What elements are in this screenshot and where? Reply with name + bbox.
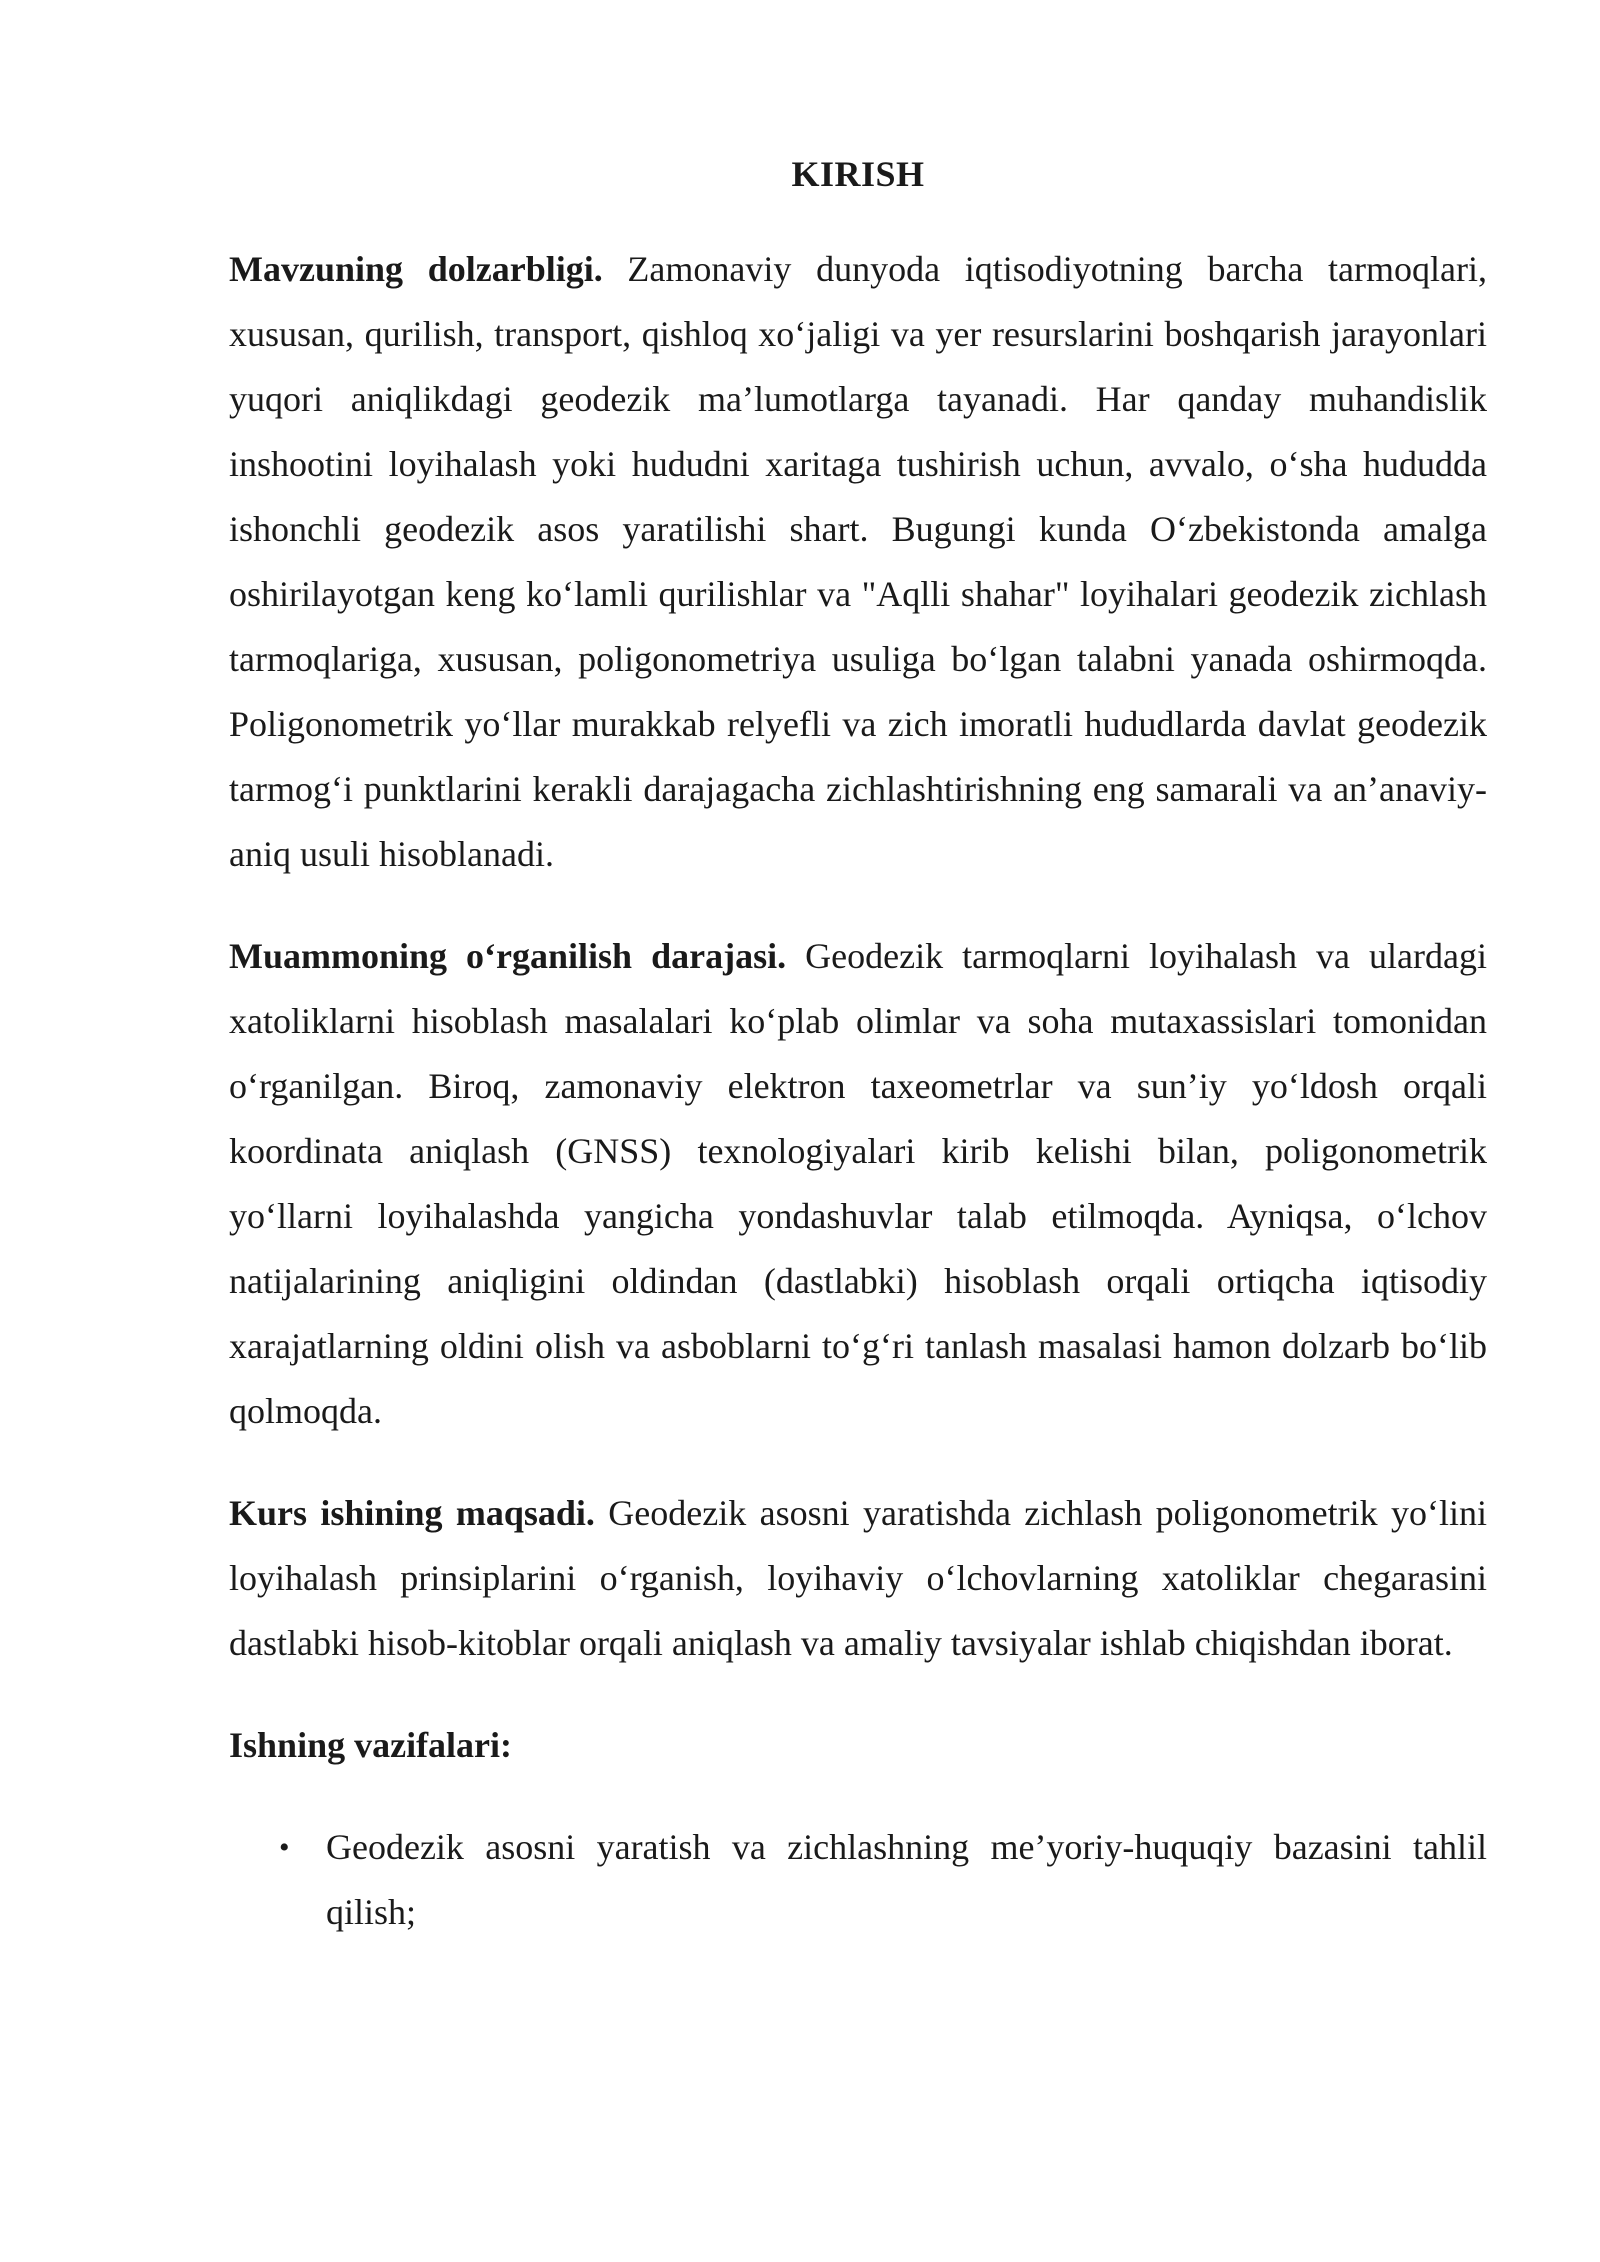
section-research-level-body: Geodezik tarmoqlarni loyihalash va ulardagi xatoliklarni hisoblash masalalari ko‘plab olimlar va soha mutaxassislari tomonidan o‘rganilgan. Biroq, zamonaviy elektron taxeometrlar va sun’iy yo‘ldosh orqali koordinata aniqlash (GNSS) texnologiyalari kirib kelishi bilan, poligonometrik yo‘llarni loyihalashda yangicha yondashuvlar talab etilmoqda. Ayniqsa, o‘lchov natijalarining aniqligini oldindan (dastlabki) hisoblash orqali ortiqcha iqtisodiy xarajatlarning oldini olish va asboblarni to‘g‘ri tanlash masalasi hamon dolzarb bo‘lib qolmoqda. [229,936,1488,1431]
section-relevance-heading: Mavzuning dolzarbligi. [229,249,603,289]
task-text: Geodezik asosni yaratish va zichlashning me’yoriy-huquqiy bazasini tahlil qilish; [326,1827,1487,1932]
document-content [229,142,1487,1945]
bullet-icon: • [279,1831,290,1864]
section-research-level-heading: Muammoning o‘rganilish darajasi. [229,936,787,976]
section-goal-heading: Kurs ishining maqsadi. [229,1493,595,1533]
page-title: KIRISH [791,154,925,194]
section-research-level [229,924,1487,1444]
section-relevance [229,237,1487,887]
tasks-heading [229,1713,1487,1778]
section-relevance-body: Zamonaviy dunyoda iqtisodiyotning barcha tarmoqlari, xususan, qurilish, transport, qishloq xo‘jaligi va yer resurslarini boshqarish jarayonlari yuqori aniqlikdagi geodezik ma’lumotlarga tayanadi. Har qanday muhandislik inshootini loyihalash yoki hududni xaritaga tushirish uchun, avvalo, o‘sha hududda ishonchli geodezik asos yaratilishi shart. Bugungi kunda O‘zbekistonda amalga oshirilayotgan keng ko‘lamli qurilishlar va "Aqlli shahar" loyihalari geodezik zichlash tarmoqlariga, xususan, poligonometriya usuliga bo‘lgan talabni yanada oshirmoqda. Poligonometrik yo‘llar murakkab relyefli va zich imoratli hududlarda davlat geodezik tarmog‘i punktlarini kerakli darajagacha zichlashtirishning eng samarali va an’anaviy-aniq usuli hisoblanadi. [229,249,1488,874]
section-goal [229,1481,1487,1676]
tasks-heading-text: Ishning vazifalari: [229,1725,513,1765]
section-goal-body: Geodezik asosni yaratishda zichlash poligonometrik yo‘lini loyihalash prinsiplarini o‘rganish, loyihaviy o‘lchovlarning xatoliklar chegarasini dastlabki hisob-kitoblar orqali aniqlash va amaliy tavsiyalar ishlab chiqishdan iborat. [229,1493,1487,1663]
task-list [229,1815,1487,1945]
list-item [229,1815,1487,1945]
